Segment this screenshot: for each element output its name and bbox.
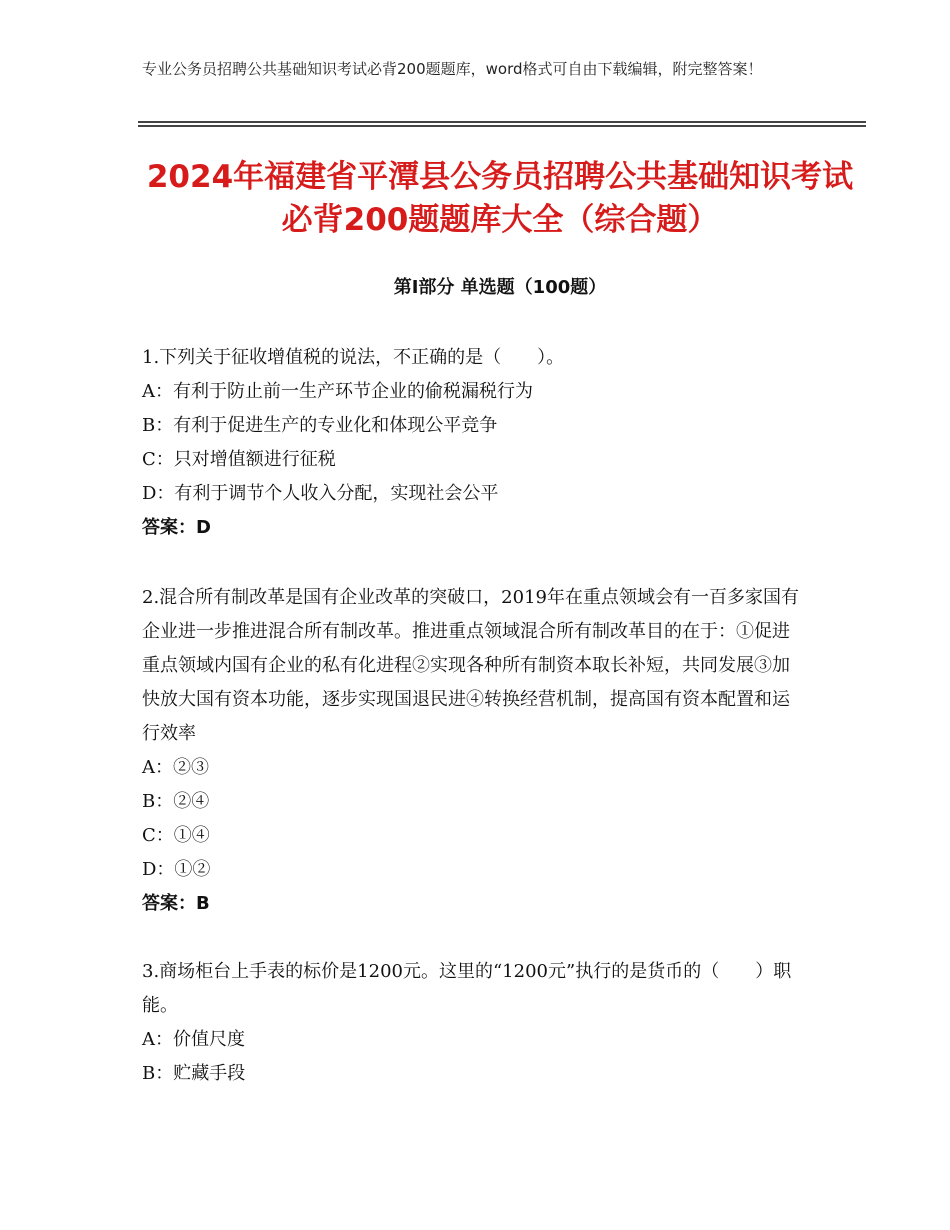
option-c: C：①④ bbox=[142, 825, 210, 846]
option-b: B：②④ bbox=[142, 791, 210, 812]
option-a: A：价值尺度 bbox=[142, 1029, 245, 1050]
document-title: 2024年福建省平潭县公务员招聘公共基础知识考试必背200题题库大全（综合题） bbox=[146, 159, 854, 238]
question-stem: 2.混合所有制改革是国有企业改革的突破口，2019年在重点领域会有一百多家国有企业进一步推进混合所有制改革。推进重点领域混合所有制改革目的在于：①促进重点领域内国有企业的私有化进程②实现各种所有制资本取长补短，共同发展③加快放大国有资本功能，逐步实现国退民进④转换经营机制，提高国有资本配置和运行效率 bbox=[142, 587, 799, 744]
question-1 bbox=[142, 341, 807, 545]
question-stem: 3.商场柜台上手表的标价是1200元。这里的“1200元”执行的是货币的（ ）职能。 bbox=[142, 961, 792, 1016]
header-note: 专业公务员招聘公共基础知识考试必背200题题库，word格式可自由下载编辑，附完整答案！ bbox=[142, 60, 763, 78]
option-a: A：有利于防止前一生产环节企业的偷税漏税行为 bbox=[142, 381, 533, 402]
option-c: C：只对增值额进行征税 bbox=[142, 449, 336, 470]
option-b: B：贮藏手段 bbox=[142, 1063, 246, 1084]
answer: 答案：B bbox=[142, 893, 210, 914]
option-a: A：②③ bbox=[142, 757, 209, 778]
question-stem: 1.下列关于征收增值税的说法，不正确的是（ ）。 bbox=[142, 347, 565, 368]
option-d: D：①② bbox=[142, 859, 211, 880]
option-d: D：有利于调节个人收入分配，实现社会公平 bbox=[142, 483, 499, 504]
question-2 bbox=[142, 581, 807, 921]
header-rule-bottom bbox=[138, 125, 866, 127]
answer: 答案：D bbox=[142, 517, 211, 538]
option-b: B：有利于促进生产的专业化和体现公平竞争 bbox=[142, 415, 498, 436]
header-rule-top bbox=[138, 121, 866, 123]
section-heading: 第Ⅰ部分 单选题（100题） bbox=[393, 277, 607, 298]
question-3 bbox=[142, 955, 807, 1091]
